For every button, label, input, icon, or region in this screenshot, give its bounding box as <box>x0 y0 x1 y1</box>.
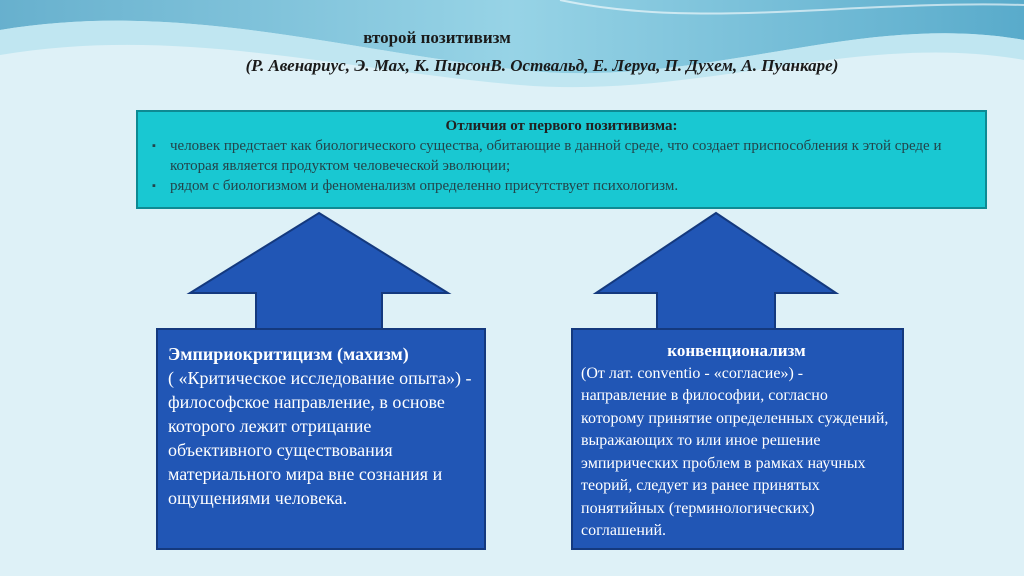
conventionalism-text: (От лат. conventio - «согласие») - направление в философии, согласно которому принятие определенных суждений, выражающих то или иное решение эмпирических проблем в рамках научных теорий, следует из ранее принятых понятийных (терминологических) соглашений. <box>581 364 889 539</box>
differences-heading: Отличия от первого позитивизма: <box>445 118 678 134</box>
slide-title: второй позитивизм <box>363 28 511 47</box>
left-up-arrow <box>190 213 448 340</box>
empiriocriticism-box <box>156 328 486 550</box>
conventionalism-box <box>571 328 904 550</box>
conventionalism-heading: конвенционализм <box>667 341 806 360</box>
slide-subtitle: (Р. Авенариус, Э. Мах, К. ПирсонВ. Оствальд, Е. Леруа, П. Духем, А. Пуанкаре) <box>245 56 839 75</box>
differences-bullet-1: ▪ человек предстает как биологического существа, обитающие в данной среде, что создает приспособления к этой среде и которая является продуктом человеческой эволюции; <box>170 136 975 176</box>
differences-bullet-2: ▪ рядом с биологизмом и феноменализм определенно присутствует психологизм. <box>170 176 975 196</box>
right-up-arrow <box>596 213 836 340</box>
empiriocriticism-heading: Эмпириокритицизм (махизм) <box>168 344 409 364</box>
empiriocriticism-text: ( «Критическое исследование опыта») - философское направление, в основе которого лежит отрицание объективного существования материального мира вне сознания и ощущениями человека. <box>168 368 472 508</box>
